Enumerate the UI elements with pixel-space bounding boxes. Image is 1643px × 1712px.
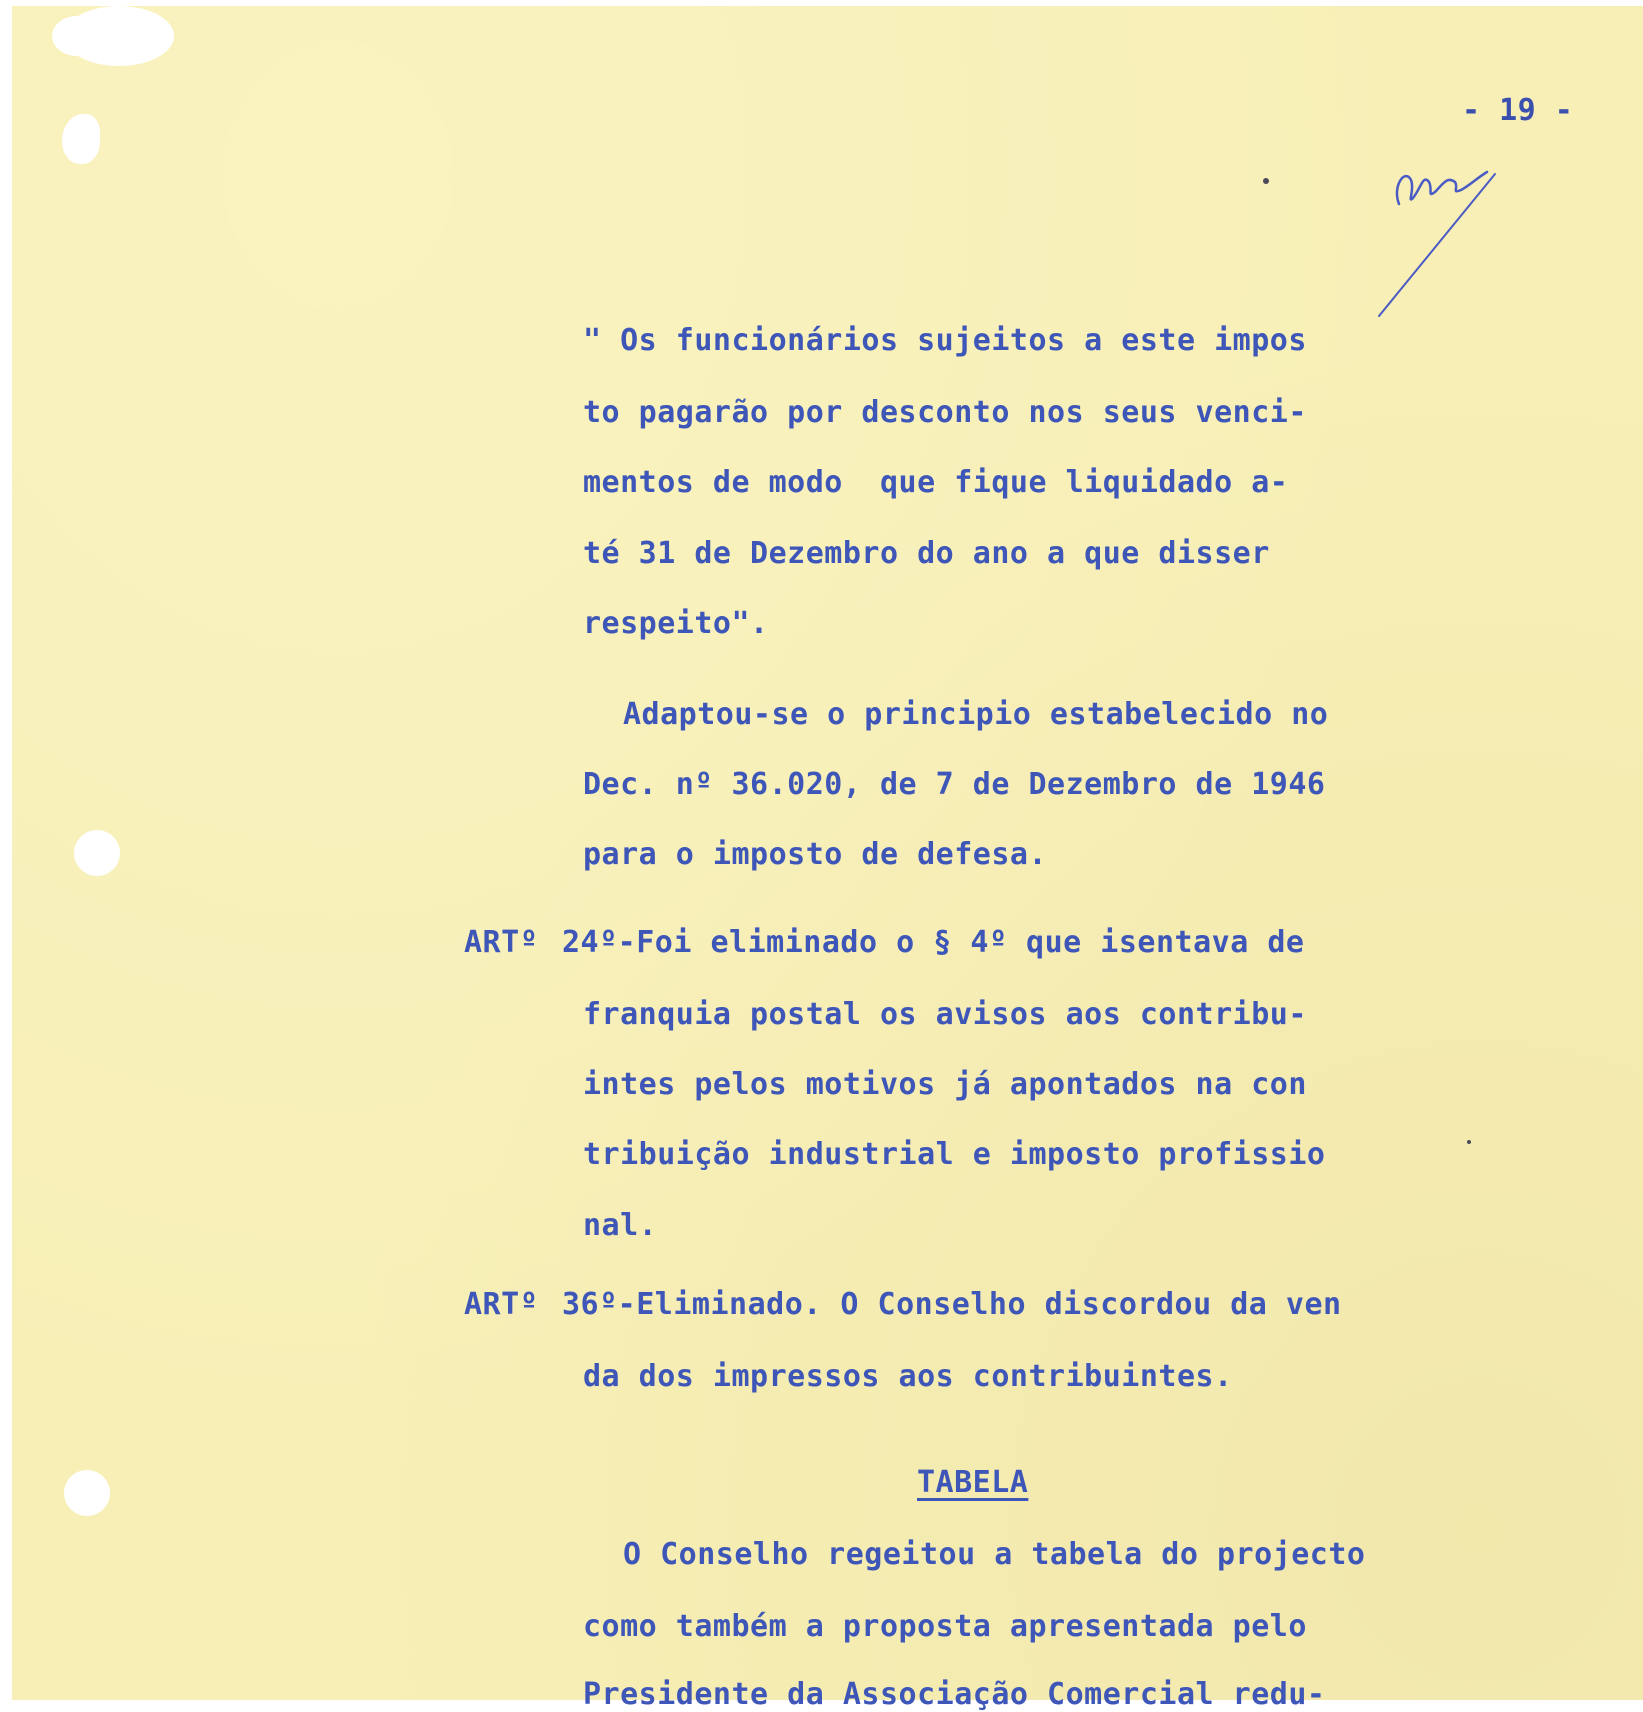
section-line: O Conselho regeitou a tabela do projecto — [623, 1537, 1366, 1572]
punch-hole-lower — [64, 1470, 110, 1516]
ink-speck — [1467, 1140, 1471, 1144]
section-line: Presidente da Associação Comercial redu- — [583, 1677, 1326, 1712]
section-line: como também a proposta apresentada pelo — [583, 1609, 1307, 1644]
article-first-line: 24º-Foi eliminado o § 4º que isentava de — [562, 925, 1305, 960]
quote-line: " Os funcionários sujeitos a este impos — [583, 323, 1307, 358]
handwritten-initials — [1377, 146, 1537, 326]
quote-line: mentos de modo que fique liquidado a- — [583, 465, 1289, 500]
quote-line: respeito". — [583, 606, 769, 641]
article-first-line: 36º-Eliminado. O Conselho discordou da ven — [562, 1287, 1342, 1322]
punch-hole-upper — [74, 830, 120, 876]
quote-line: té 31 de Dezembro do ano a que disser — [583, 536, 1270, 571]
article-line: franquia postal os avisos aos contribu- — [583, 997, 1307, 1032]
ink-speck — [1263, 178, 1269, 184]
article-line: nal. — [583, 1208, 658, 1243]
section-heading: TABELA — [917, 1465, 1029, 1500]
paragraph-line: para o imposto de defesa. — [583, 837, 1048, 872]
paper-page — [12, 6, 1643, 1712]
article-line: tribuição industrial e imposto profissio — [583, 1137, 1326, 1172]
article-label: ARTº — [464, 925, 539, 960]
page-number: - 19 - — [1462, 93, 1574, 128]
article-label: ARTº — [464, 1287, 539, 1322]
paragraph-line: Dec. nº 36.020, de 7 de Dezembro de 1946 — [583, 767, 1326, 802]
article-line: da dos impressos aos contribuintes. — [583, 1359, 1233, 1394]
quote-line: to pagarão por desconto nos seus venci- — [583, 395, 1307, 430]
article-line: intes pelos motivos já apontados na con — [583, 1067, 1307, 1102]
torn-notch — [62, 114, 100, 164]
paragraph-line: Adaptou-se o principio estabelecido no — [623, 697, 1329, 732]
torn-corner-edge — [52, 16, 102, 56]
